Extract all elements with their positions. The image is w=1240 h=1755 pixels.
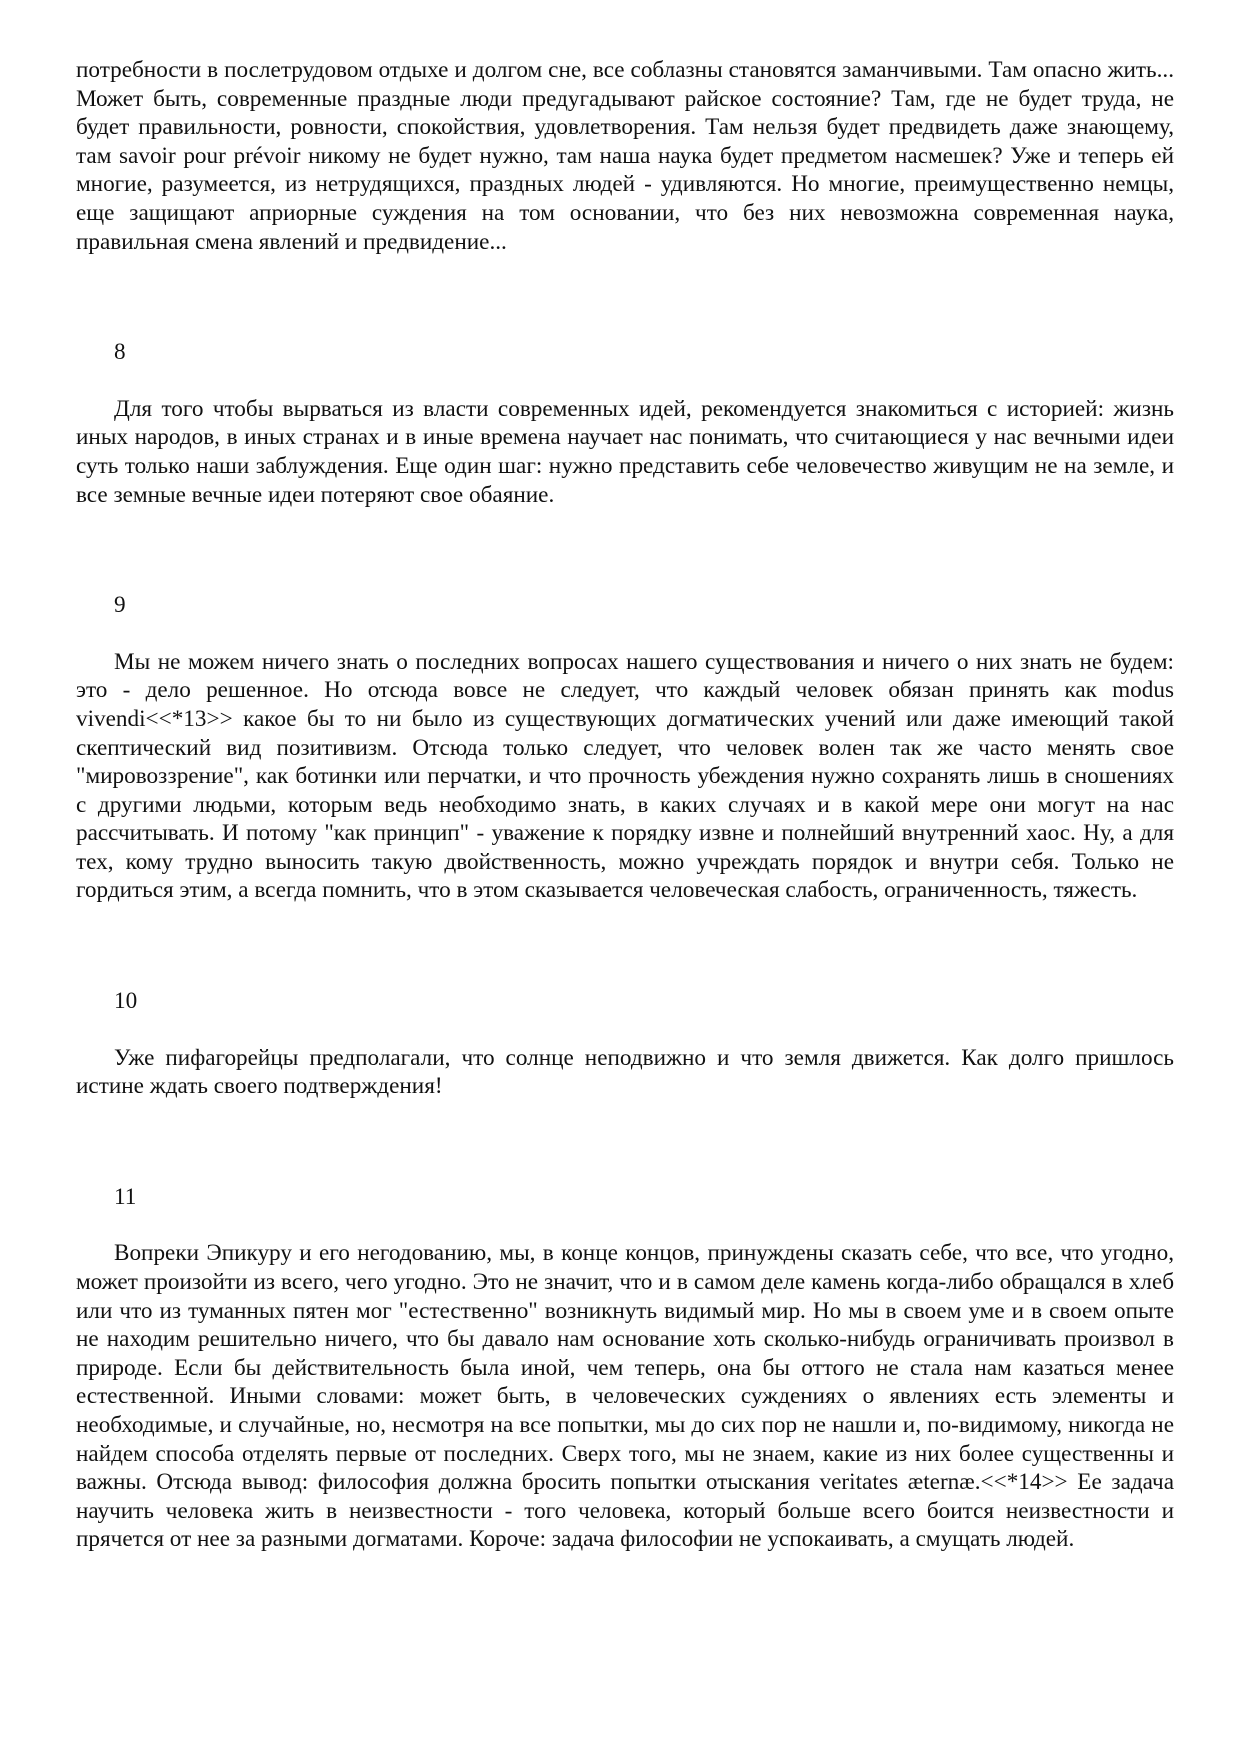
paragraph-section-11: Вопреки Эпикуру и его негодованию, мы, в конце концов, принуждены сказать себе, что все, что угодно, может произойти из всего, чего угодно. Это не значит, что и в самом деле камень когда-либо обращался в хлеб или что из туманных пятен мог "естественно" возникнуть видимый мир. Но мы в своем уме и в своем опыте не находим решительно ничего, что бы давало нам основание хоть сколько-нибудь ограничивать произвол в природе. Если бы действительность была иной, чем теперь, она бы оттого не стала нам казаться менее естественной. Иными словами: может быть, в человеческих суждениях о явлениях есть элементы и необходимые, и случайные, но, несмотря на все попытки, мы до сих пор не нашли и, по-видимому, никогда не найдем способа отделять первые от последних. Сверх того, мы не знаем, какие из них более существенны и важны. Отсюда вывод: философия должна бросить попытки отыскания veritates æternæ.<<*14>> Ее задача научить человека жить в неизвестности - того человека, который больше всего боится неизвестности и прячется от нее за разными догматами. Короче: задача философии не успокаивать, а смущать людей. xyxy=(76,1240,1174,1553)
document-page xyxy=(76,56,1174,1554)
section-number-11: 11 xyxy=(114,1183,137,1210)
section-number-10: 10 xyxy=(114,988,138,1015)
section-number-9: 9 xyxy=(114,592,126,619)
paragraph-section-10: Уже пифагорейцы предполагали, что солнце неподвижно и что земля движется. Как долго пришлось истине ждать своего подтверждения! xyxy=(76,1044,1174,1100)
section-number-8: 8 xyxy=(114,339,126,366)
paragraph-continuation: потребности в послетрудовом отдыхе и долгом сне, все соблазны становятся заманчивыми. Там опасно жить... Может быть, современные праздные люди предугадывают райское состояние? Там, где не будет труда, не будет правильности, ровности, спокойствия, удовлетворения. Там нельзя будет предвидеть даже знающему, там savoir pour prévoir никому не будет нужно, там наша наука будет предметом насмешек? Уже и теперь ей многие, разумеется, из нетрудящихся, праздных людей - удивляются. Но многие, преимущественно немцы, еще защищают априорные суждения на том основании, что без них невозможна современная наука, правильная смена явлений и предвидение... xyxy=(76,57,1174,255)
paragraph-section-8: Для того чтобы вырваться из власти современных идей, рекомендуется знакомиться с историей: жизнь иных народов, в иных странах и в иные времена научает нас понимать, что считающиеся у нас вечными идеи суть только наши заблуждения. Еще один шаг: нужно представить себе человечество живущим не на земле, и все земные вечные идеи потеряют свое обаяние. xyxy=(76,395,1174,508)
paragraph-section-9: Мы не можем ничего знать о последних вопросах нашего существования и ничего о них знать не будем: это - дело решенное. Но отсюда вовсе не следует, что каждый человек обязан принять как modus vivendi<<*13>> какое бы то ни было из существующих догматических учений или даже имеющий такой скептический вид позитивизм. Отсюда только следует, что человек волен так же часто менять свое "мировоззрение", как ботинки или перчатки, и что прочность убеждения нужно сохранять лишь в сношениях с другими людьми, которым ведь необходимо знать, в каких случаях и в какой мере они могут на нас рассчитывать. И потому "как принцип" - уважение к порядку извне и полнейший внутренний хаос. Ну, а для тех, кому трудно выносить такую двойственность, можно учреждать порядок и внутри себя. Только не гордиться этим, а всегда помнить, что в этом сказывается человеческая слабость, ограниченность, тяжесть. xyxy=(76,648,1174,904)
